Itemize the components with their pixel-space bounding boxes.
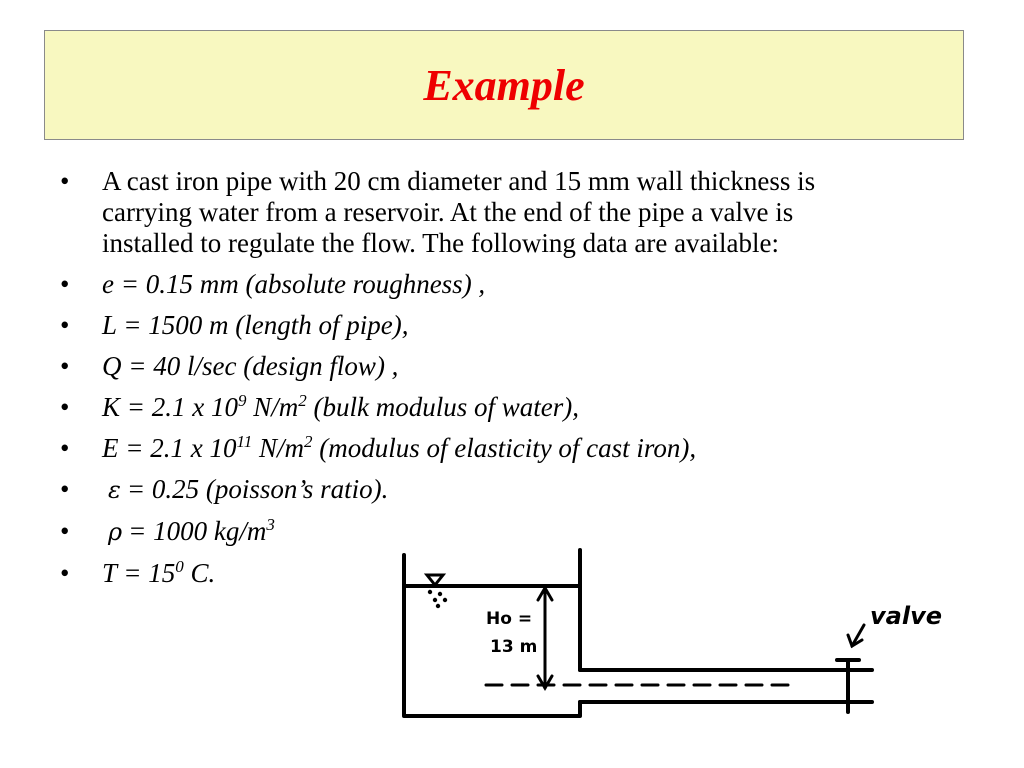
flow-text: Q = 40 l/sec (design flow) , [102,351,399,381]
bullet-dot: • [60,392,70,422]
roughness-text: e = 0.15 mm (absolute roughness) , [102,269,486,299]
head-label-1: Ho = [486,609,533,629]
rho-symbol: ρ [108,518,123,546]
elast-exp: 11 [236,432,253,451]
title-banner [44,30,964,140]
bulk-pre: K = 2.1 x 10 [102,392,238,422]
bullet-list [60,166,960,599]
bullet-bulk-modulus [60,392,960,423]
valve-label: valve [870,602,942,630]
bullet-roughness [60,269,960,300]
epsilon-symbol: ε [108,476,121,504]
bullet-dot: • [60,269,70,299]
poisson-text [102,474,388,504]
water-dot [428,590,432,594]
water-dot [438,592,442,596]
bulk-exp2: 2 [298,391,307,410]
water-level-icon [427,575,443,585]
elast-exp2: 2 [303,432,313,451]
bullet-dot: • [60,474,70,504]
bulk-exp: 9 [237,391,247,410]
bullet-length [60,310,960,341]
elast-mid: N/m [252,433,304,463]
bullet-poisson [60,474,960,506]
elast-post: (modulus of elasticity of cast iron), [312,433,697,463]
elast-pre: E = 2.1 x 10 [102,433,237,463]
diagram-svg [390,540,990,740]
elasticity-text [102,433,696,463]
slide-title: Example [423,60,585,110]
density-exp: 3 [266,515,275,534]
bullet-dot: • [60,351,70,381]
bulk-post: (bulk modulus of water), [306,392,579,422]
bullet-flow [60,351,960,382]
intro-text: A cast iron pipe with 20 cm diameter and 15 mm wall thickness is carrying water from a reservoir. At the end of the pipe a valve is installed to regulate the flow. The following data are available: [102,166,816,258]
reservoir-pipe-diagram [390,540,990,740]
bullet-dot: • [60,558,70,588]
bullet-dot: • [60,516,70,546]
length-text: L = 1500 m (length of pipe), [102,310,409,340]
temp-pre: T = 15 [102,558,176,588]
water-dot [433,598,437,602]
bullet-dot: • [60,166,70,196]
temp-exp: 0 [175,557,184,576]
bullet-dot: • [60,433,70,463]
head-label-2: 13 m [490,637,538,657]
bulk-modulus-text [102,392,579,422]
temperature-text [102,558,215,588]
bullet-intro [60,166,882,259]
poisson-value: = 0.25 (poisson’s ratio). [126,474,389,504]
density-value: = 1000 kg/m [128,516,267,546]
bullet-elasticity [60,433,960,464]
temp-post: C. [183,558,216,588]
density-text [102,516,275,546]
bullet-dot: • [60,310,70,340]
bulk-mid: N/m [246,392,299,422]
water-dot [436,604,440,608]
water-dot [443,598,447,602]
